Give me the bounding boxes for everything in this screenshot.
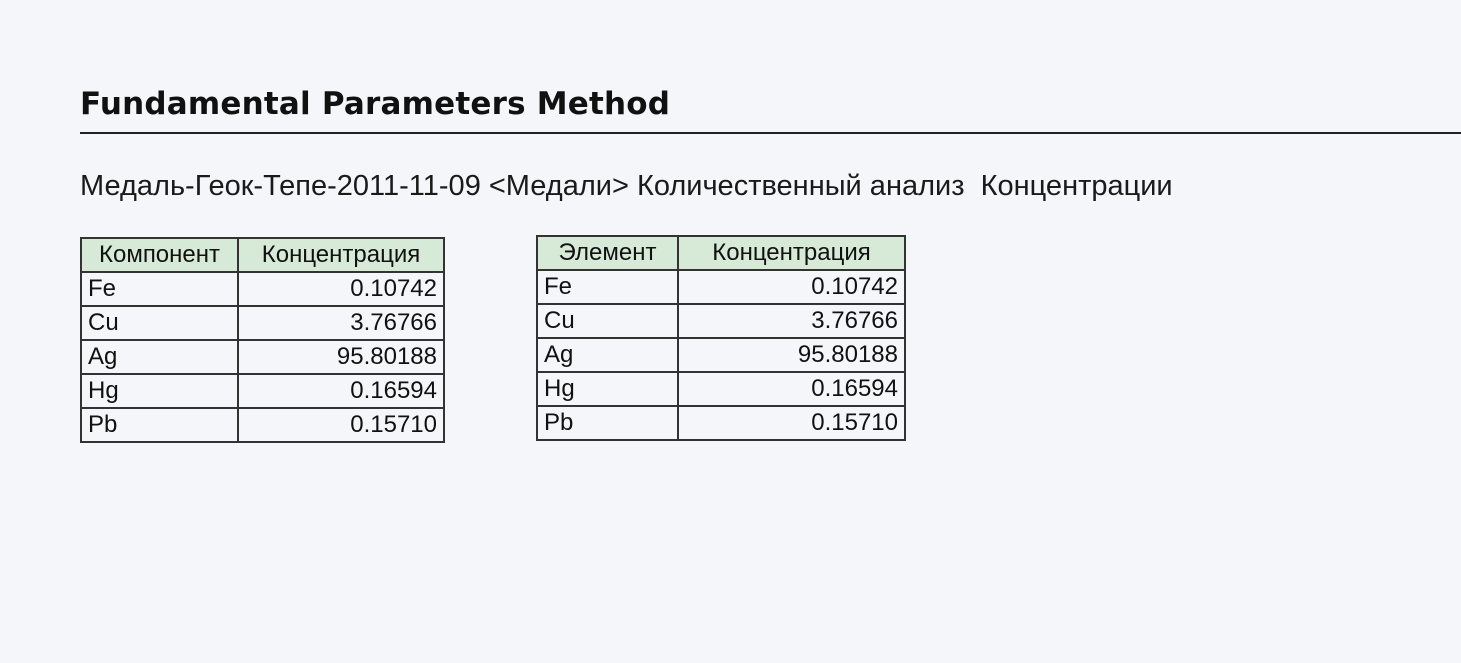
table-row (81, 272, 444, 306)
concentration-cell: 0.16594 (678, 372, 905, 406)
element-cell: Fe (537, 270, 678, 304)
concentration-cell: 0.10742 (678, 270, 905, 304)
table-row (537, 372, 905, 406)
element-cell: Cu (537, 304, 678, 338)
concentration-cell: 3.76766 (678, 304, 905, 338)
table-row (537, 338, 905, 372)
column-header-concentration: Концентрация (678, 236, 905, 270)
concentration-cell: 0.15710 (678, 406, 905, 440)
heading-divider (80, 132, 1461, 134)
table-row (81, 374, 444, 408)
concentration-cell: 95.80188 (678, 338, 905, 372)
element-cell: Pb (537, 406, 678, 440)
element-cell: Fe (81, 272, 238, 306)
report-subtitle: Медаль-Геок-Тепе-2011-11-09 <Медали> Количественный анализ Концентрации (80, 170, 1173, 202)
concentration-cell: 95.80188 (238, 340, 444, 374)
concentration-cell: 0.16594 (238, 374, 444, 408)
table-row (537, 270, 905, 304)
table-row (81, 340, 444, 374)
concentration-cell: 0.15710 (238, 408, 444, 442)
table-row (537, 304, 905, 338)
column-header-component: Компонент (81, 238, 238, 272)
table-row (537, 406, 905, 440)
concentration-cell: 3.76766 (238, 306, 444, 340)
element-concentration-table (536, 235, 906, 441)
table-row (81, 306, 444, 340)
element-cell: Ag (537, 338, 678, 372)
column-header-concentration: Концентрация (238, 238, 444, 272)
component-concentration-table (80, 237, 445, 443)
report-heading: Fundamental Parameters Method (80, 86, 671, 122)
element-cell: Ag (81, 340, 238, 374)
element-cell: Hg (537, 372, 678, 406)
element-cell: Pb (81, 408, 238, 442)
column-header-element: Элемент (537, 236, 678, 270)
element-cell: Hg (81, 374, 238, 408)
concentration-cell: 0.10742 (238, 272, 444, 306)
element-cell: Cu (81, 306, 238, 340)
table-header-row (537, 236, 905, 270)
table-header-row (81, 238, 444, 272)
table-row (81, 408, 444, 442)
